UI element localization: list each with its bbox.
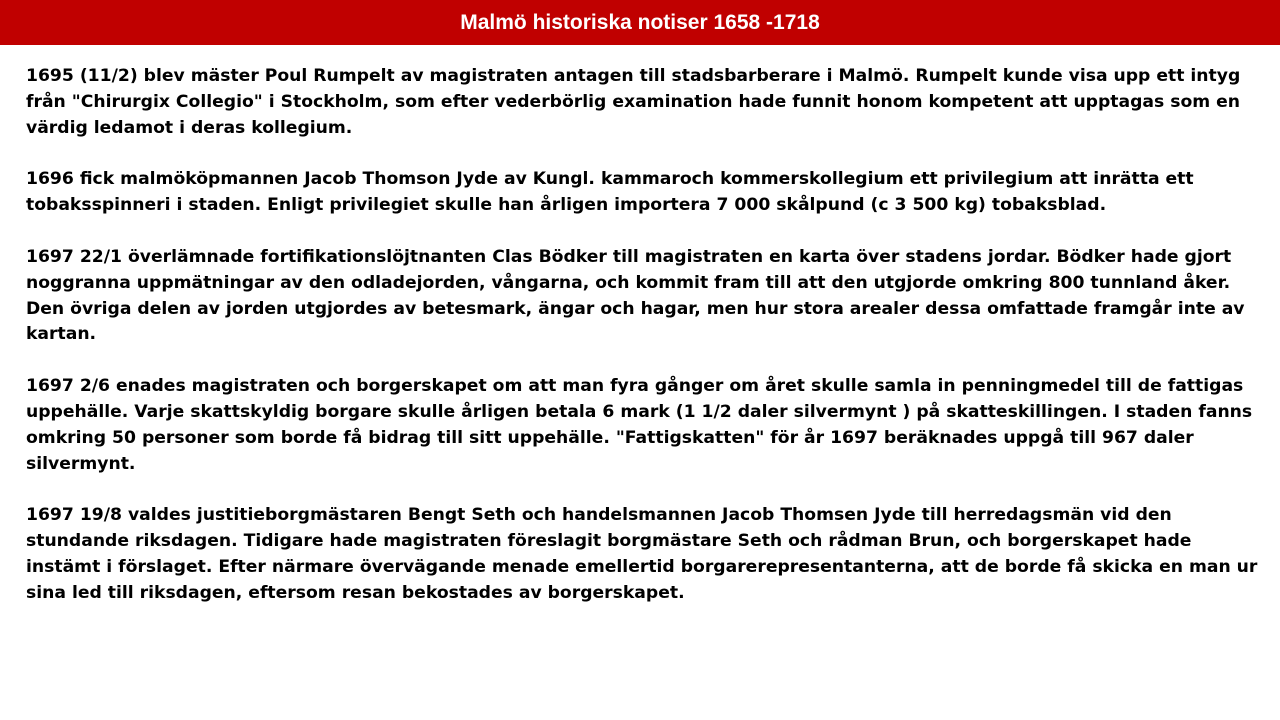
notice-list [26,64,1266,633]
notice-1696: 1696 fick malmököpmannen Jacob Thomson Jyde av Kungl. kammaroch kommerskollegium ett privilegium att inrätta ett tobaksspinneri i staden. Enligt privilegiet skulle han årligen importera 7 000 skålpund (c 3 500 kg) tobaksblad. [26,169,1194,216]
notice-1697-aug: 1697 19/8 valdes justitieborgmästaren Bengt Seth och handelsmannen Jacob Thomsen Jyde till herredagsmän vid den stundande riksdagen. Tidigare hade magistraten föreslagit borgmästare Seth och rådman Brun, och borgerskapet hade instämt i förslaget. Efter närmare övervägande menade emellertid borgarerepresentanterna, att de borde få skicka en man ur sina led till riksdagen, eftersom resan bekostades av borgerskapet. [26,505,1258,603]
notice-1697-jun: 1697 2/6 enades magistraten och borgerskapet om att man fyra gånger om året skulle samla in penningmedel till de fattigas uppehälle. Varje skattskyldig borgare skulle årligen betala 6 mark (1 1/2 daler silvermynt ) på skatteskillingen. I staden fanns omkring 50 personer som borde få bidrag till sitt uppehälle. "Fattigskatten" för år 1697 beräknades uppgå till 967 daler silvermynt. [26,376,1253,474]
notice-1697-jan: 1697 22/1 överlämnade fortifikationslöjtnanten Clas Bödker till magistraten en karta över stadens jordar. Bödker hade gjort noggranna uppmätningar av den odladejorden, vångarna, och kommit fram till att den utgjorde omkring 800 tunnland åker. Den övriga delen av jorden utgjordes av betesmark, ängar och hagar, men hur stora arealer dessa omfattade framgår inte av kartan. [26,246,1245,345]
notice-1695: 1695 (11/2) blev mäster Poul Rumpelt av magistraten antagen till stadsbarberare i Malmö. Rumpelt kunde visa upp ett intyg från "Chirurgix Collegio" i Stockholm, som efter vederbörlig examination hade funnit honom kompetent att upptagas som en värdig ledamot i deras kollegium. [26,66,1241,138]
page-title: Malmö historiska notiser 1658 -1718 [0,0,1280,45]
